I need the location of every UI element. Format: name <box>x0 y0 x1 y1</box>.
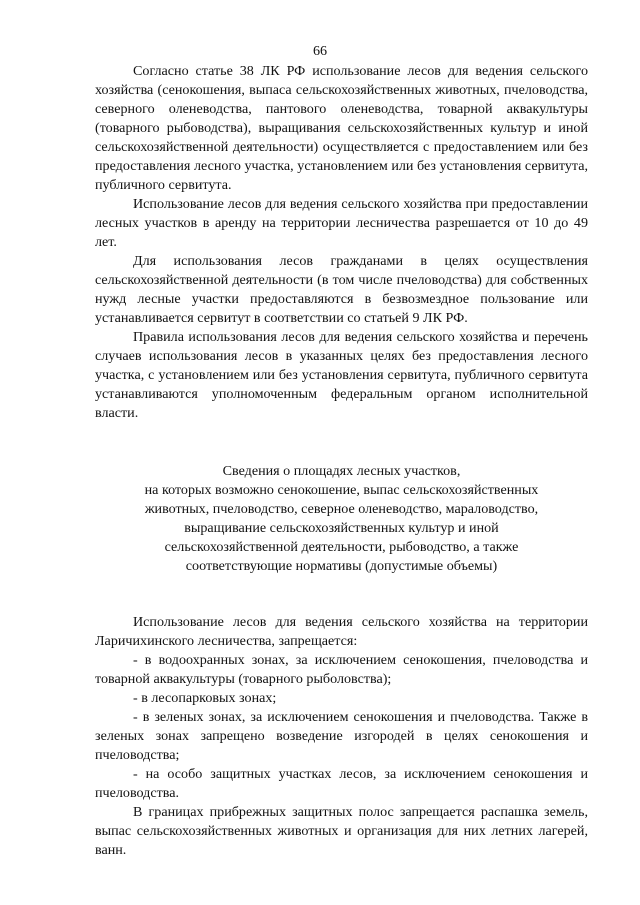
page-number: 66 <box>312 43 328 59</box>
paragraph-coastal-strips: В границах прибрежных защитных полос запрещается распашка земель, выпас сельскохозяйственных животных и организация для них летних лагерей, ванн. <box>95 804 588 858</box>
section-heading-line: на которых возможно сенокошение, выпас сельскохозяйственных <box>144 482 539 498</box>
list-item-water-protection: - в водоохранных зонах, за исключением сенокошения, пчеловодства и товарной аквакультуры (товарного рыболовства); <box>95 652 588 687</box>
paragraph-prohibition-intro: Использование лесов для ведения сельского хозяйства на территории Ларичихинского лесничества, запрещается: <box>95 614 588 649</box>
section-heading-line: животных, пчеловодство, северное оленеводство, мараловодство, <box>144 501 539 517</box>
section-heading-line: соответствующие нормативы (допустимые объемы) <box>185 558 498 574</box>
section-heading <box>95 462 588 576</box>
document-body <box>95 62 588 860</box>
list-item-forest-park: - в лесопарковых зонах; <box>133 690 277 706</box>
section-heading-line: выращивание сельскохозяйственных культур и иной <box>184 520 499 536</box>
section-heading-line: Сведения о площадях лесных участков, <box>222 463 461 479</box>
paragraph-citizens-use: Для использования лесов гражданами в целях осуществления сельскохозяйственной деятельности (в том числе пчеловодства) для собственных нужд лесные участки предоставляются в безвозмездное пользование или устанавливается сервитут в соответствии со статьей 9 ЛК РФ. <box>95 253 588 326</box>
section-heading-line: сельскохозяйственной деятельности, рыбоводство, а также <box>164 539 519 555</box>
paragraph-lease-term: Использование лесов для ведения сельского хозяйства при предоставлении лесных участков в аренду на территории лесничества разрешается от 10 до 49 лет. <box>95 196 588 250</box>
list-item-protected-areas: - на особо защитных участках лесов, за исключением сенокошения и пчеловодства. <box>95 766 588 801</box>
list-item-green-zones: - в зеленых зонах, за исключением сенокошения и пчеловодства. Также в зеленых зонах запрещено возведение изгородей в целях сенокошения и пчеловодства; <box>95 709 588 763</box>
paragraph-rules: Правила использования лесов для ведения сельского хозяйства и перечень случаев использования лесов в указанных целях без предоставления лесного участка, с установлением или без установления сервитута, публичного сервитута устанавливаются уполномоченным федеральным органом исполнительной власти. <box>95 329 588 421</box>
paragraph-article-38: Согласно статье 38 ЛК РФ использование лесов для ведения сельского хозяйства (сенокошения, выпаса сельскохозяйственных животных, пчеловодства, северного оленеводства, пантового оленеводства, товарной аквакультуры (товарного рыбоводства), выращивания сельскохозяйственных культур и иной сельскохозяйственной деятельности) осуществляется с предоставлением или без предоставления лесного участка, установлением или без установления сервитута, публичного сервитута. <box>95 63 588 193</box>
